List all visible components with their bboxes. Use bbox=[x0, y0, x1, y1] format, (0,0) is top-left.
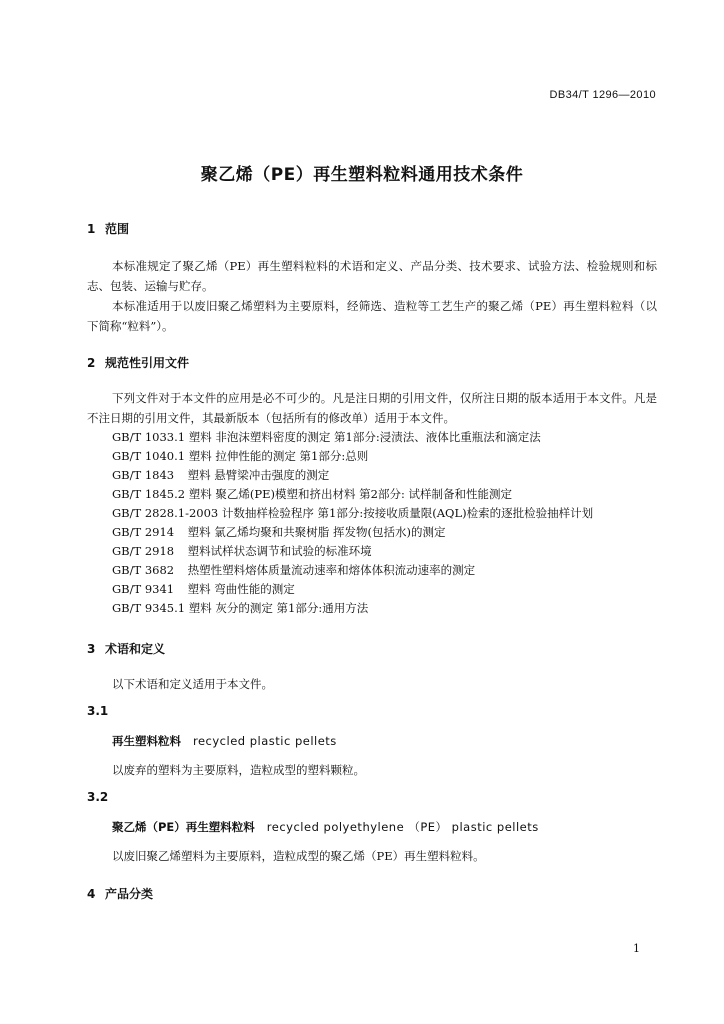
reference-item bbox=[112, 599, 368, 617]
scope-paragraph-2: 本标准适用于以废旧聚乙烯塑料为主要原料，经筛选、造粒等工艺生产的聚乙烯（PE）再生塑料粒料（以下简称“粒料”）。 bbox=[87, 299, 657, 333]
reference-title: 塑料 弯曲性能的测定 bbox=[187, 582, 295, 596]
reference-title: 塑料 拉伸性能的测定 第1部分:总则 bbox=[188, 449, 369, 463]
term-definition: 以废旧聚乙烯塑料为主要原料，造粒成型的聚乙烯（PE）再生塑料粒料。 bbox=[112, 849, 485, 863]
reference-code: GB/T 9345.1 bbox=[112, 601, 186, 615]
scope-paragraph-1: 本标准规定了聚乙烯（PE）再生塑料粒料的术语和定义、产品分类、技术要求、试验方法、检验规则和标志、包装、运输与贮存。 bbox=[87, 259, 657, 293]
reference-title: 塑料 氯乙烯均聚和共聚树脂 挥发物(包括水)的测定 bbox=[187, 525, 446, 539]
reference-item bbox=[112, 561, 475, 579]
reference-title: 塑料 灰分的测定 第1部分:通用方法 bbox=[188, 601, 369, 615]
references-intro-paragraph: 下列文件对于本文件的应用是必不可少的。凡是注日期的引用文件，仅所注日期的版本适用于本文件。凡是不注日期的引用文件，其最新版本（包括所有的修改单）适用于本文件。 bbox=[87, 391, 657, 425]
reference-title: 计数抽样检验程序 第1部分:按接收质量限(AQL)检索的逐批检验抽样计划 bbox=[221, 506, 594, 520]
terms-intro: 以下术语和定义适用于本文件。 bbox=[112, 677, 273, 691]
reference-item bbox=[112, 580, 295, 598]
reference-item bbox=[112, 485, 512, 503]
section-number: 4 bbox=[87, 887, 96, 901]
reference-title: 塑料 聚乙烯(PE)模塑和挤出材料 第2部分: 试样制备和性能测定 bbox=[188, 487, 512, 501]
term-chinese: 聚乙烯（PE）再生塑料粒料 bbox=[112, 820, 255, 834]
reference-item bbox=[112, 504, 593, 522]
section-title: 范围 bbox=[105, 222, 130, 236]
section-heading-terms bbox=[87, 640, 165, 657]
reference-item bbox=[112, 542, 372, 560]
standard-code: DB34/T 1296—2010 bbox=[549, 89, 656, 101]
reference-title: 塑料 悬臂梁冲击强度的测定 bbox=[187, 468, 330, 482]
reference-item bbox=[112, 447, 368, 465]
reference-code: GB/T 1843 bbox=[112, 468, 175, 482]
reference-code: GB/T 1033.1 bbox=[112, 430, 186, 444]
section-title: 规范性引用文件 bbox=[105, 356, 190, 370]
reference-title: 塑料试样状态调节和试验的标准环境 bbox=[187, 544, 372, 558]
term-chinese: 再生塑料粒料 bbox=[112, 734, 181, 748]
term-entry bbox=[112, 819, 539, 835]
term-definition: 以废弃的塑料为主要原料，造粒成型的塑料颗粒。 bbox=[112, 763, 365, 777]
reference-code: GB/T 2914 bbox=[112, 525, 175, 539]
reference-item bbox=[112, 428, 541, 446]
section-title: 产品分类 bbox=[105, 887, 154, 901]
reference-title: 塑料 非泡沫塑料密度的测定 第1部分:浸渍法、液体比重瓶法和滴定法 bbox=[188, 430, 541, 444]
term-number: 3.1 bbox=[87, 704, 109, 718]
reference-title: 热塑性塑料熔体质量流动速率和熔体体积流动速率的测定 bbox=[187, 563, 476, 577]
section-number: 3 bbox=[87, 642, 96, 656]
section-number: 2 bbox=[87, 356, 96, 370]
reference-code: GB/T 3682 bbox=[112, 563, 175, 577]
reference-item bbox=[112, 466, 329, 484]
term-entry bbox=[112, 733, 337, 749]
term-english: recycled polyethylene （PE） plastic pellets bbox=[266, 820, 539, 834]
term-number: 3.2 bbox=[87, 790, 109, 804]
section-title: 术语和定义 bbox=[105, 642, 166, 656]
page-number: 1 bbox=[633, 942, 640, 955]
reference-code: GB/T 1040.1 bbox=[112, 449, 186, 463]
reference-code: GB/T 9341 bbox=[112, 582, 175, 596]
reference-code: GB/T 2918 bbox=[112, 544, 175, 558]
reference-code: GB/T 1845.2 bbox=[112, 487, 186, 501]
term-english: recycled plastic pellets bbox=[193, 734, 337, 748]
reference-item bbox=[112, 523, 445, 541]
section-heading-scope bbox=[87, 220, 129, 237]
section-heading-normative-references bbox=[87, 354, 189, 371]
reference-code: GB/T 2828.1-2003 bbox=[112, 506, 219, 520]
section-number: 1 bbox=[87, 222, 96, 236]
document-title: 聚乙烯（PE）再生塑料粒料通用技术条件 bbox=[200, 165, 524, 185]
section-heading-product-classification bbox=[87, 885, 153, 902]
